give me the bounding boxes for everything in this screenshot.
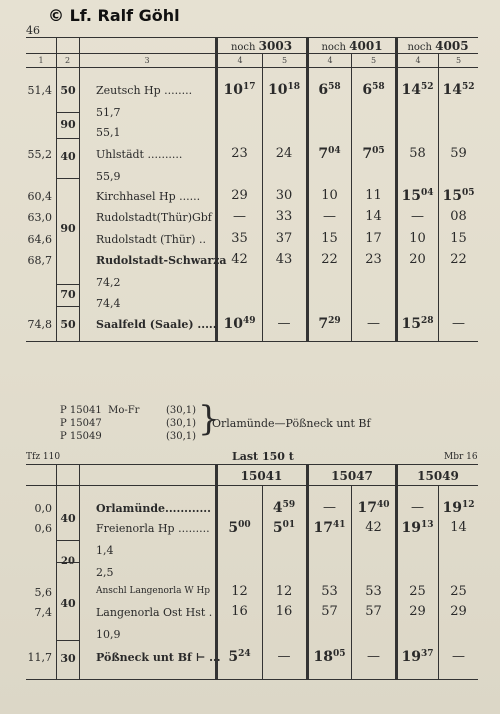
time-cell: 20 <box>409 252 426 267</box>
speed-separator <box>56 138 79 139</box>
time-cell: $4^{59}$ <box>272 500 296 516</box>
time-cell: — <box>323 209 336 224</box>
colnum-rule <box>26 67 478 68</box>
col-divider <box>215 464 218 679</box>
col-divider <box>306 464 309 679</box>
time-cell: — <box>323 500 336 515</box>
time-cell: — <box>452 649 465 664</box>
time-cell: $7^{04}$ <box>318 146 341 162</box>
speed-separator <box>56 178 79 179</box>
train-header: 15041 <box>240 469 283 483</box>
station-name: Uhlstädt .......... <box>96 148 183 161</box>
speed-limit: 30 <box>60 652 76 665</box>
time-cell: 58 <box>409 146 426 161</box>
speed-limit: 90 <box>60 118 76 131</box>
km-value: 5,6 <box>34 586 52 599</box>
column-number: 4 <box>237 56 243 65</box>
train-header: 15049 <box>417 469 459 483</box>
col-divider <box>79 464 80 679</box>
time-cell: $18^{05}$ <box>313 649 346 665</box>
km-value: 64,6 <box>27 233 52 246</box>
speed-limit: 40 <box>60 597 76 610</box>
km-value: 0,6 <box>34 522 52 535</box>
time-cell: 08 <box>450 209 467 224</box>
column-number: 4 <box>415 56 421 65</box>
station-name: Saalfeld (Saale) ..... <box>96 318 217 331</box>
km-value: 63,0 <box>27 211 52 224</box>
km-marker: 55,1 <box>96 126 121 139</box>
speed-limit: 90 <box>60 222 76 235</box>
time-cell: 42 <box>365 520 382 535</box>
time-cell: $6^{58}$ <box>318 82 341 98</box>
column-number: 5 <box>370 56 377 65</box>
time-cell: $19^{37}$ <box>401 649 434 665</box>
km-marker: 51,7 <box>96 106 121 119</box>
station-name: Freienorla Hp ......... <box>96 522 210 535</box>
speed-limit: 70 <box>60 288 76 301</box>
speed-separator <box>56 112 79 113</box>
time-cell: 35 <box>231 231 248 246</box>
km-marker: 74,2 <box>96 276 121 289</box>
notes-route: Orlamünde—Pößneck unt Bf <box>212 417 371 430</box>
time-cell: 23 <box>231 146 248 161</box>
train-header: noch 4005 <box>407 39 469 53</box>
column-number: 5 <box>455 56 462 65</box>
time-cell: — <box>277 649 291 664</box>
time-cell: 15 <box>450 231 467 246</box>
speed-limit: 40 <box>60 150 76 163</box>
speed-limit: 40 <box>60 512 76 525</box>
station-name: Langenorla Ost Hst . <box>96 606 213 619</box>
time-cell: 17 <box>365 231 382 246</box>
km-value: 55,2 <box>27 148 52 161</box>
time-cell: 14 <box>450 520 467 535</box>
column-number: 5 <box>281 56 288 65</box>
note-load: (30,1) <box>166 431 197 442</box>
time-cell: 57 <box>365 604 382 619</box>
speed-separator <box>56 306 79 307</box>
time-cell: — <box>411 500 424 515</box>
time-cell: $10^{49}$ <box>223 316 256 332</box>
station-name: Orlamünde............ <box>96 502 211 515</box>
time-cell: 14 <box>365 209 382 224</box>
speed-limit: 50 <box>60 318 76 331</box>
time-cell: $14^{52}$ <box>401 82 434 98</box>
speed-limit: 50 <box>60 84 76 97</box>
speed-separator <box>56 540 79 541</box>
speed-limit: 20 <box>61 556 75 567</box>
time-cell: 10 <box>321 188 338 203</box>
time-cell: $5^{00}$ <box>228 520 251 536</box>
time-cell: $19^{12}$ <box>442 500 475 516</box>
km-value: 7,4 <box>34 606 52 619</box>
header-rule <box>26 485 478 486</box>
column-number: 2 <box>64 56 71 65</box>
station-name: Pößneck unt Bf ⊢ ... <box>96 651 221 664</box>
time-cell: 12 <box>275 584 293 599</box>
column-number: 3 <box>144 56 150 65</box>
copyright-text: © Lf. Ralf Göhl <box>48 6 180 25</box>
tfz-label: Tfz 110 <box>26 452 61 462</box>
station-name: Kirchhasel Hp ...... <box>96 190 201 203</box>
time-cell: 23 <box>365 252 382 267</box>
time-cell: 25 <box>450 584 467 599</box>
time-cell: $5^{24}$ <box>228 649 251 665</box>
time-cell: 33 <box>275 209 293 224</box>
km-marker: 55,9 <box>96 170 121 183</box>
time-cell: 29 <box>231 188 248 203</box>
time-cell: — <box>452 316 465 331</box>
load-label: Last 150 t <box>232 450 294 463</box>
speed-separator <box>56 640 79 641</box>
km-value: 51,4 <box>27 84 52 97</box>
station-name: Rudolstadt-Schwarza <box>96 254 227 267</box>
page-number: 46 <box>26 24 40 37</box>
speed-separator <box>56 284 79 285</box>
time-cell: 43 <box>275 252 293 267</box>
time-cell: — <box>367 649 380 664</box>
time-cell: 11 <box>365 188 382 203</box>
time-cell: $15^{28}$ <box>401 316 434 332</box>
station-name: Anschl Langenorla W Hp <box>96 586 211 596</box>
time-cell: $15^{05}$ <box>442 188 475 204</box>
brace: } <box>198 399 220 439</box>
time-cell: $6^{58}$ <box>362 82 385 98</box>
column-number: 1 <box>38 56 44 65</box>
time-cell: 42 <box>231 252 248 267</box>
time-cell: $10^{18}$ <box>267 82 300 98</box>
time-cell: $14^{52}$ <box>442 82 475 98</box>
note-load: (30,1) <box>166 418 197 429</box>
km-marker: 2,5 <box>96 566 114 579</box>
time-cell: — <box>411 209 424 224</box>
time-cell: — <box>233 209 246 224</box>
time-cell: 16 <box>231 604 248 619</box>
note-line: P 15047 <box>60 418 102 429</box>
mbr-label: Mbr 16 <box>444 452 478 462</box>
bottom-rule <box>26 679 478 680</box>
km-marker: 1,4 <box>96 544 114 557</box>
time-cell: 53 <box>365 584 382 599</box>
time-cell: 12 <box>231 584 248 599</box>
km-marker: 10,9 <box>96 628 121 641</box>
time-cell: $17^{41}$ <box>313 520 346 536</box>
time-cell: 15 <box>321 231 338 246</box>
time-cell: — <box>367 316 380 331</box>
bottom-rule-top <box>26 341 478 342</box>
top-rule <box>26 37 478 38</box>
time-cell: 29 <box>409 604 426 619</box>
station-name: Zeutsch Hp ........ <box>96 84 193 97</box>
time-cell: 22 <box>321 252 338 267</box>
km-marker: 74,4 <box>96 297 121 310</box>
train-header: 15047 <box>331 469 373 483</box>
time-cell: $10^{17}$ <box>223 82 256 98</box>
top-rule <box>26 464 478 465</box>
train-header: noch 4001 <box>321 39 383 53</box>
km-value: 74,8 <box>27 318 52 331</box>
station-name: Rudolstadt(Thür)Gbf <box>96 211 212 224</box>
km-value: 68,7 <box>27 254 52 267</box>
time-cell: 30 <box>275 188 293 203</box>
time-cell: 16 <box>275 604 293 619</box>
time-cell: 24 <box>275 146 293 161</box>
time-cell: $17^{40}$ <box>357 500 390 516</box>
time-cell: 22 <box>450 252 467 267</box>
note-line: P 15041 Mo-Fr <box>60 405 140 416</box>
time-cell: 59 <box>450 146 467 161</box>
time-cell: $7^{29}$ <box>318 316 341 332</box>
note-line: P 15049 <box>60 431 102 442</box>
column-number: 4 <box>327 56 333 65</box>
time-cell: $15^{04}$ <box>401 188 434 204</box>
time-cell: $19^{13}$ <box>401 520 434 536</box>
col-divider <box>56 464 57 679</box>
time-cell: 37 <box>275 231 293 246</box>
km-value: 60,4 <box>27 190 52 203</box>
time-cell: 10 <box>409 231 426 246</box>
station-name: Rudolstadt (Thür) .. <box>96 233 206 246</box>
time-cell: 53 <box>321 584 338 599</box>
header-rule <box>26 53 478 54</box>
time-cell: 29 <box>450 604 467 619</box>
train-header: noch 3003 <box>230 39 293 53</box>
time-cell: — <box>277 316 291 331</box>
km-value: 0,0 <box>34 502 52 515</box>
time-cell: $5^{01}$ <box>272 520 296 536</box>
time-cell: 25 <box>409 584 426 599</box>
km-value: 11,7 <box>27 651 52 664</box>
time-cell: 57 <box>321 604 338 619</box>
time-cell: $7^{05}$ <box>362 146 385 162</box>
note-load: (30,1) <box>166 405 197 416</box>
col-divider <box>395 464 398 679</box>
